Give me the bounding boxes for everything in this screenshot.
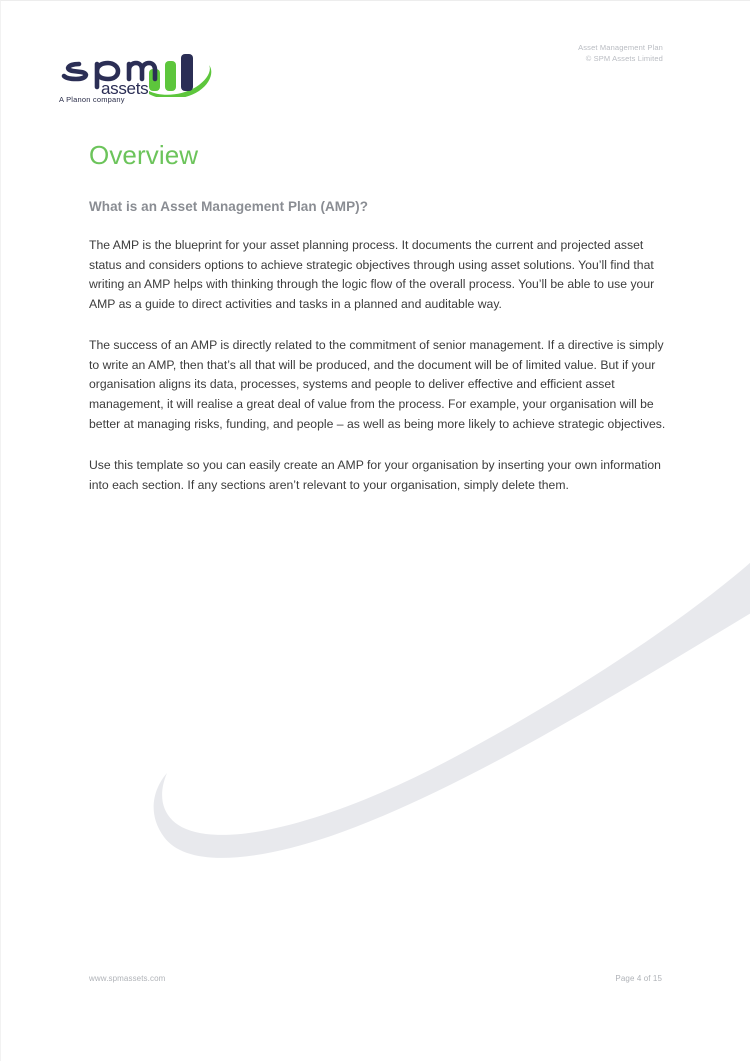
body-paragraph: Use this template so you can easily create an AMP for your organisation by inserting your own information into each section. If any sections aren’t relevant to your organisation, simply delete them. xyxy=(89,457,661,492)
spm-assets-logo xyxy=(57,51,237,111)
body-paragraph: The AMP is the blueprint for your asset planning process. It documents the current and projected asset status and considers options to achieve strategic objectives through using asset solutions. You’ll find that writing an AMP helps with thinking through the logic flow of the overall process. You’ll be able to use your AMP as a guide to direct activities and tasks in a planned and auditable way. xyxy=(89,237,655,312)
logo-tagline: A Planon company xyxy=(59,95,125,104)
swoosh-shape xyxy=(154,562,750,858)
page-footer xyxy=(89,974,662,983)
logo-mark-icon xyxy=(57,51,232,97)
body-paragraph: The success of an AMP is directly related to the commitment of senior management. If a directive is simply to write an AMP, then that’s all that will be produced, and the document will be of limited value. But if your organisation aligns its data, processes, systems and people to deliver effective and efficient asset management, it will realise a great deal of value from the process. For example, your organisation will be better at managing risks, funding, and people – as well as being more likely to achieve strategic objectives. xyxy=(89,337,666,432)
svg-text:assets: assets xyxy=(101,79,149,97)
section-heading: What is an Asset Management Plan (AMP)? xyxy=(89,198,368,214)
page-header xyxy=(1,1,750,121)
footer-page-number: Page 4 of 15 xyxy=(615,974,662,983)
footer-website[interactable]: www.spmassets.com xyxy=(89,974,166,983)
page-content xyxy=(89,141,669,495)
header-meta-title: Asset Management Plan xyxy=(578,43,663,52)
page-title: Overview xyxy=(89,140,199,170)
header-meta xyxy=(578,43,663,65)
header-meta-copyright: © SPM Assets Limited xyxy=(585,53,663,63)
